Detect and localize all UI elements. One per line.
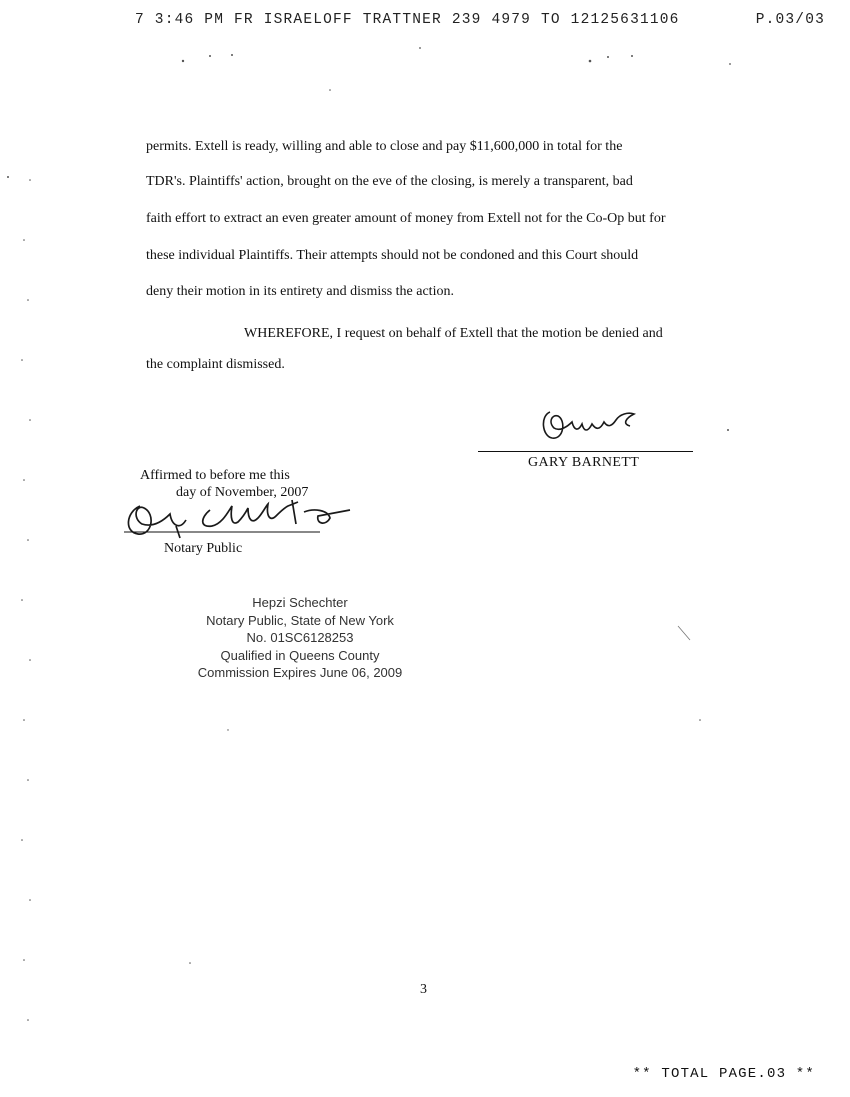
affiant-name: GARY BARNETT xyxy=(528,455,640,470)
stamp-expiry: Commission Expires June 06, 2009 xyxy=(197,665,403,680)
body-line-4: these individual Plaintiffs. Their attempts should not be condoned and this Court should xyxy=(146,248,639,263)
affiant-signature xyxy=(538,402,648,450)
page-number: 3 xyxy=(420,982,427,997)
body-line-2: TDR's. Plaintiffs' action, brought on the eve of the closing, is merely a transparent, bad xyxy=(146,174,633,189)
stamp-number: No. 01SC6128253 xyxy=(246,630,354,645)
signature-line xyxy=(478,451,693,452)
notary-title: Notary Public xyxy=(164,541,243,556)
notary-stamp xyxy=(180,594,420,682)
fax-header-info: 7 3:46 PM FR ISRAELOFF TRATTNER 239 4979 TO 12125631106 xyxy=(135,12,680,28)
stamp-name: Hepzi Schechter xyxy=(252,595,348,610)
body-line-3: faith effort to extract an even greater amount of money from Extell not for the Co-Op but for xyxy=(146,211,666,226)
wherefore-line: WHEREFORE, I request on behalf of Extell that the motion be denied and xyxy=(244,326,663,341)
notary-signature xyxy=(120,492,370,548)
body-line-1: permits. Extell is ready, willing and able to close and pay $11,600,000 in total for the xyxy=(146,139,623,154)
stamp-county: Qualified in Queens County xyxy=(220,647,380,663)
affirmed-date: day of November, 2007 xyxy=(176,485,309,500)
body-line-5: deny their motion in its entirety and dismiss the action. xyxy=(146,284,454,299)
closing-line: the complaint dismissed. xyxy=(146,357,285,372)
fax-page-indicator: P.03/03 xyxy=(755,12,825,28)
affirmed-text: Affirmed to before me this xyxy=(140,468,290,483)
stamp-state: Notary Public, State of New York xyxy=(206,612,394,628)
fax-footer: ** TOTAL PAGE.03 ** xyxy=(632,1066,815,1082)
